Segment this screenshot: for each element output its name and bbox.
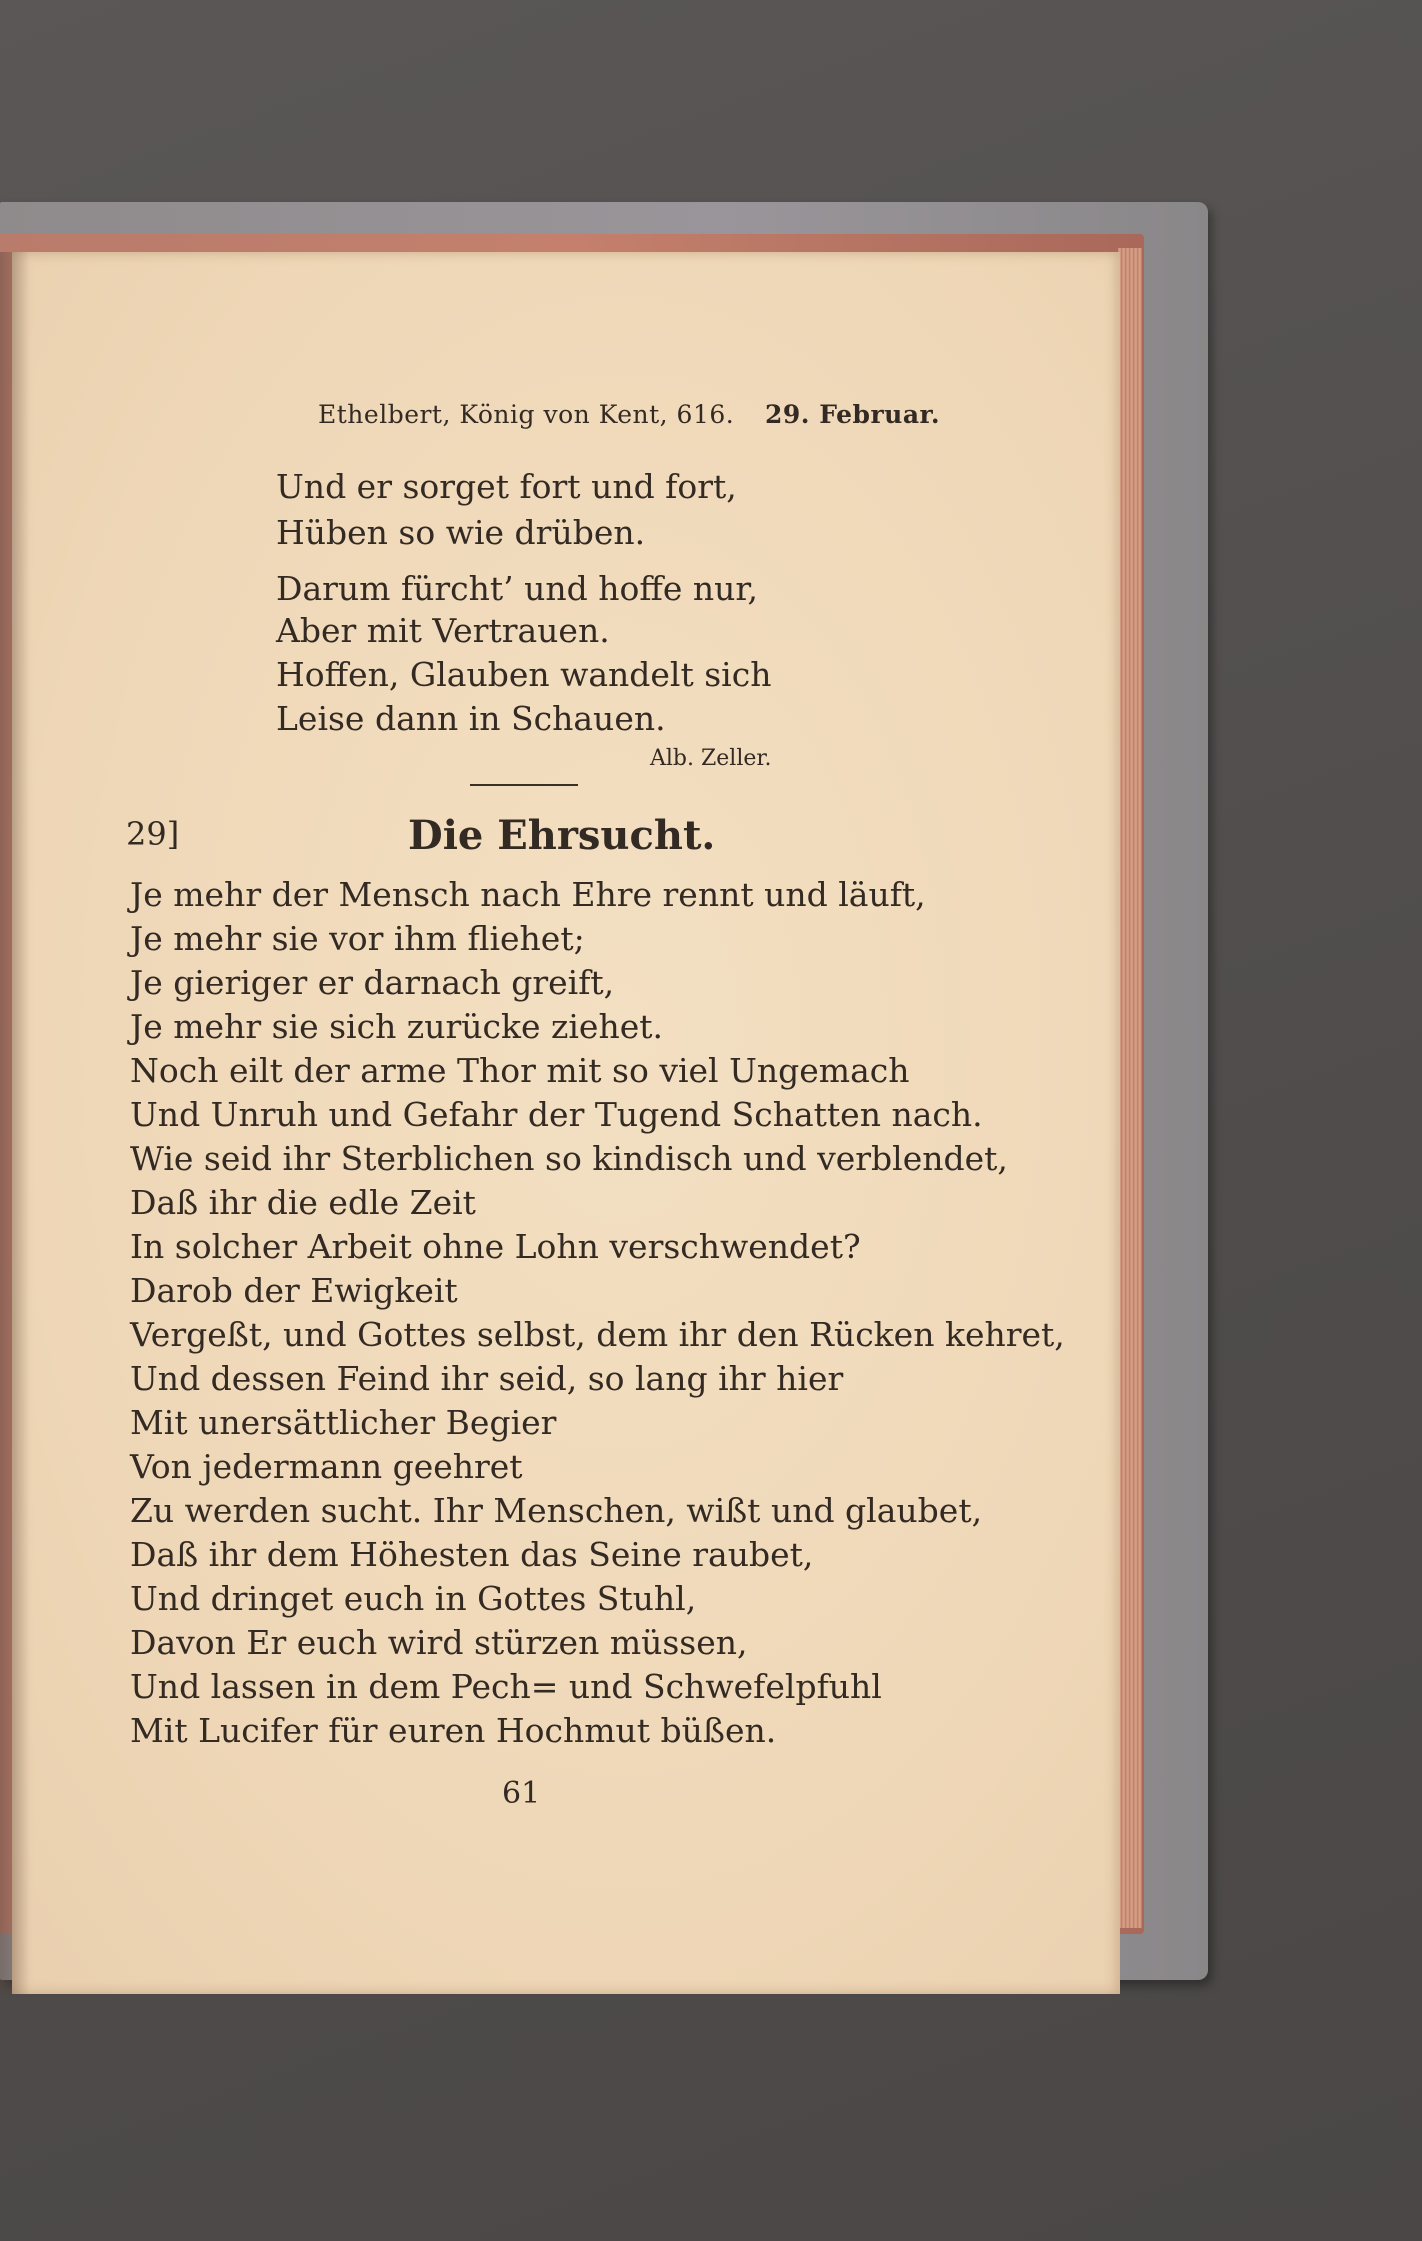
- poem-line: Und dessen Feind ihr seid, so lang ihr hier: [130, 1359, 844, 1398]
- section-divider: [470, 784, 578, 786]
- poem-line: Daß ihr die edle Zeit: [130, 1183, 476, 1222]
- poem-line: Je mehr sie vor ihm fliehet;: [130, 919, 585, 958]
- poem-line: Vergeßt, und Gottes selbst, dem ihr den Rücken kehret,: [130, 1315, 1065, 1354]
- page-edge-stack: [1118, 248, 1142, 1928]
- poem-line: Und lassen in dem Pech= und Schwefelpfuhl: [130, 1667, 882, 1706]
- poem-number: 29]: [126, 815, 180, 853]
- running-header-left: Ethelbert, König von Kent, 616.: [318, 400, 735, 429]
- poem-line: Noch eilt der arme Thor mit so viel Ungemach: [130, 1051, 910, 1090]
- poem-line: Davon Er euch wird stürzen müssen,: [130, 1623, 748, 1662]
- poem-line: Mit unersättlicher Begier: [130, 1403, 557, 1442]
- poem-line: Je gieriger er darnach greift,: [130, 963, 615, 1002]
- poem-attribution: Alb. Zeller.: [650, 746, 772, 771]
- poem-line: Wie seid ihr Sterblichen so kindisch und verblendet,: [130, 1139, 1008, 1178]
- poem-title: Die Ehrsucht.: [408, 812, 716, 859]
- poem-line: Zu werden sucht. Ihr Menschen, wißt und glaubet,: [130, 1491, 983, 1530]
- page-number: 61: [502, 1776, 541, 1811]
- prev-poem-line: Leise dann in Schauen.: [276, 699, 666, 738]
- poem-line: Von jedermann geehret: [130, 1447, 523, 1486]
- poem-line: Je mehr sie sich zurücke ziehet.: [130, 1007, 663, 1046]
- running-header-date: 29. Februar.: [765, 400, 941, 429]
- poem-line: Und Unruh und Gefahr der Tugend Schatten nach.: [130, 1095, 983, 1134]
- poem-line: Je mehr der Mensch nach Ehre rennt und läuft,: [130, 875, 926, 914]
- poem-line: Daß ihr dem Höhesten das Seine raubet,: [130, 1535, 814, 1574]
- prev-poem-line: Darum fürcht’ und hoffe nur,: [276, 569, 759, 608]
- poem-line: Und dringet euch in Gottes Stuhl,: [130, 1579, 697, 1618]
- gutter-shadow: [0, 252, 30, 1994]
- poem-line: Darob der Ewigkeit: [130, 1271, 458, 1310]
- prev-poem-line: Hüben so wie drüben.: [276, 513, 646, 552]
- prev-poem-line: Hoffen, Glauben wandelt sich: [276, 655, 772, 694]
- prev-poem-line: Und er sorget fort und fort,: [276, 467, 737, 506]
- poem-line: In solcher Arbeit ohne Lohn verschwendet?: [130, 1227, 861, 1266]
- prev-poem-line: Aber mit Vertrauen.: [276, 611, 610, 650]
- poem-line: Mit Lucifer für euren Hochmut büßen.: [130, 1711, 777, 1750]
